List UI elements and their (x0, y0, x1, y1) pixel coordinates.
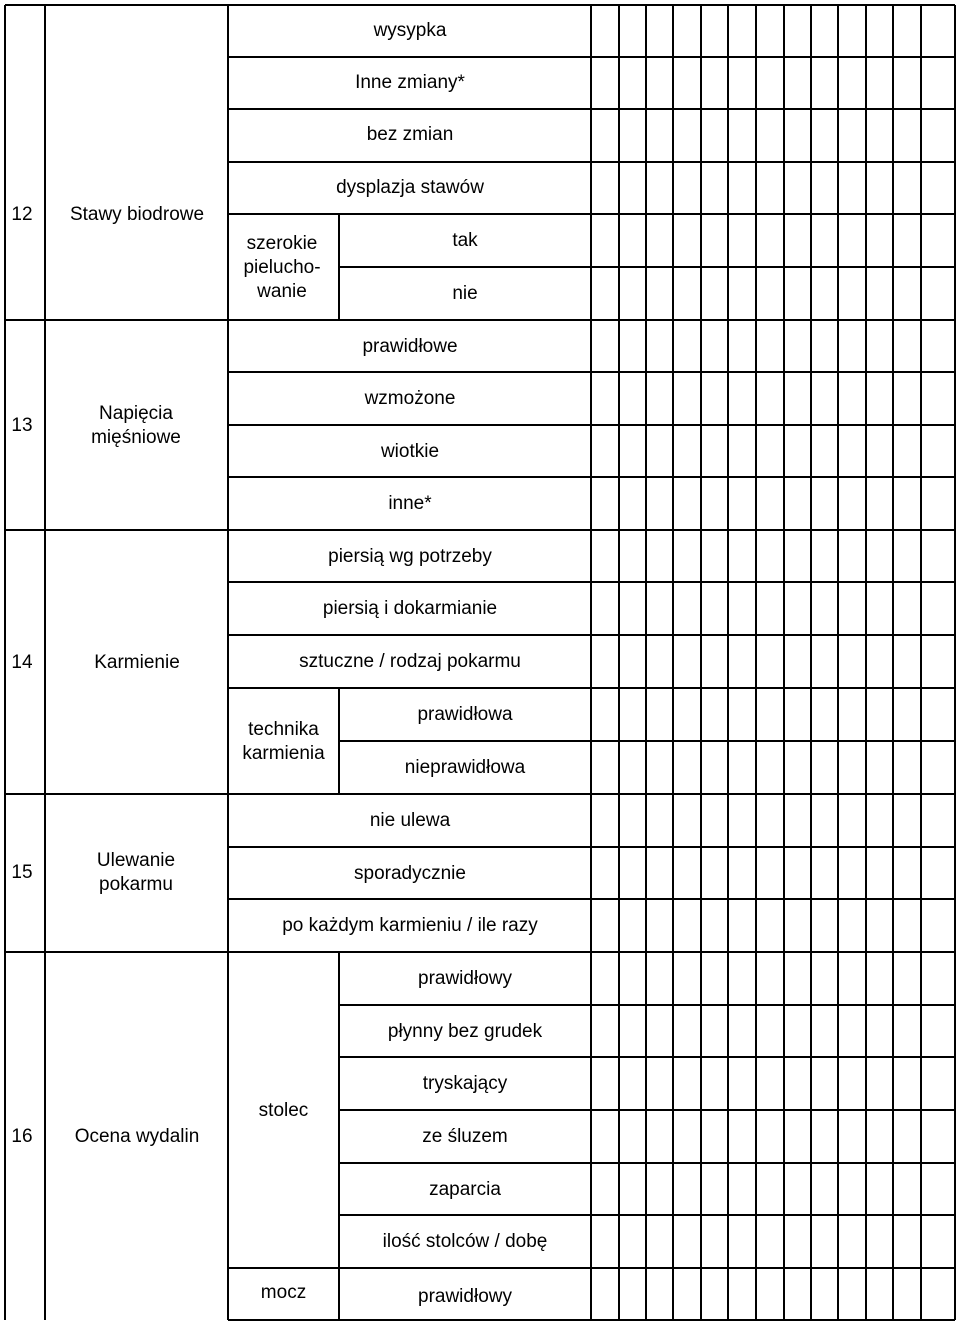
option-wiotkie: wiotkie (380, 441, 440, 462)
option-dysplazja-stawow: dysplazja stawów (336, 177, 484, 198)
option-tryskajacy: tryskający (422, 1073, 508, 1094)
option-po-kazdym-karmieniu: po każdym karmieniu / ile razy (282, 915, 538, 936)
option-prawidlowe: prawidłowe (362, 336, 458, 357)
option-mocz-prawidlowy: prawidłowy (418, 1286, 512, 1307)
option-wzmozone: wzmożone (364, 388, 456, 409)
category-stawy-biodrowe: Stawy biodrowe (69, 204, 205, 225)
sub-label-technika-karmienia: technika karmienia (242, 718, 325, 764)
option-tak: tak (452, 230, 478, 251)
row-number-16: 16 (11, 1126, 33, 1147)
option-prawidlowa: prawidłowa (417, 704, 513, 725)
option-plynny-bez-grudek: płynny bez grudek (387, 1021, 543, 1042)
category-karmienie: Karmienie (94, 651, 180, 673)
category-ocena-wydalin: Ocena wydalin (74, 1126, 200, 1147)
option-sztuczne-rodzaj-pokarmu: sztuczne / rodzaj pokarmu (299, 651, 521, 672)
option-zaparcia: zaparcia (429, 1179, 501, 1200)
option-piersia-wg-potrzeby: piersią wg potrzeby (328, 546, 492, 567)
option-wysypka: wysypka (373, 20, 447, 41)
option-sporadycznie: sporadycznie (354, 863, 466, 884)
option-ze-sluzem: ze śluzem (422, 1126, 508, 1147)
option-nie: nie (452, 283, 478, 304)
row-number-12: 12 (11, 204, 33, 225)
row-number-15: 15 (11, 861, 33, 883)
sub-label-stolec: stolec (258, 1100, 309, 1121)
option-nie-ulewa: nie ulewa (369, 810, 451, 831)
category-ulewanie-pokarmu: Ulewanie pokarmu (96, 849, 176, 895)
option-inne: inne* (388, 493, 432, 514)
option-nieprawidlowa: nieprawidłowa (404, 757, 526, 778)
option-ilosc-stolcow: ilość stolców / dobę (382, 1231, 548, 1252)
option-piersia-i-dokarmianie: piersią i dokarmianie (322, 598, 498, 619)
row-number-13: 13 (11, 414, 33, 436)
option-stolec-prawidlowy: prawidłowy (418, 968, 512, 989)
sub-label-szerokie-pieluchowanie: szerokie pielucho-wanie (243, 232, 321, 302)
option-bez-zmian: bez zmian (366, 124, 454, 145)
option-inne-zmiany: Inne zmiany* (355, 72, 465, 93)
row-number-14: 14 (11, 651, 33, 673)
sub-label-mocz: mocz (260, 1282, 307, 1303)
category-napiecia-miesniowe: Napięcia mięśniowe (91, 402, 181, 448)
